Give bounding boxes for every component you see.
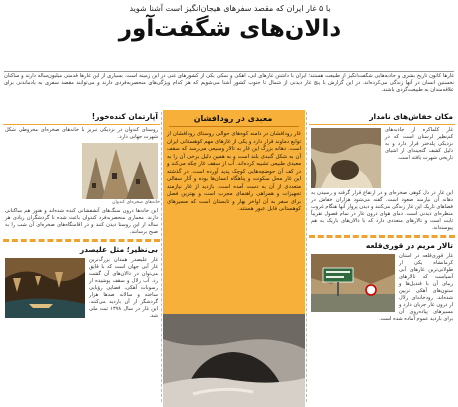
abr-body-2: این خانه‌ها درون سنگ‌های آتشفشانی کنده شده‌اند و هنوز هم ساکنانی دارند. معماری منحصربه‌فرد کندوان باعث شده تا گردشگران زیادی هر ساله از این روستا دیدن کنند و در اقامتگاه‌های صخره‌ای آن شب را به صبح برسانند. <box>5 208 158 235</box>
alisadr-photo <box>5 258 85 318</box>
header-rule <box>4 71 454 72</box>
mysterious-body-2: این غار در دل کوهی صخره‌ای و در ارتفاع قرار گرفته و رسیدن به دهانه آن نیازمند صعود است. گفته می‌شود هزاران خفاش در فضاهای تاریک این غار زندگی می‌کنند و دیدن پرواز آنها هنگام غروب منظره‌ای دیدنی است. دمای هوای درون غار در تمام فصول تقریباً ثابت است و تالارهای متعددی دارد که با دالان‌های باریک به هم پیوسته‌اند. <box>311 190 453 231</box>
kandovan-photo <box>82 143 158 199</box>
section-rule <box>169 126 299 127</box>
column-left <box>3 110 160 407</box>
alisadr-body: غار علیصدر همدان بزرگ‌ترین غار آبی جهان است که با قایق می‌توان در دالان‌های آن گشت زد. آب زلال و سقف پوشیده از رسوبات آهکی، فضایی رؤیایی ساخته و سالانه صدها هزار گردشگر از آن بازدید می‌کنند. این غار در سال ۱۳۷۸ ثبت ملی شد. <box>89 257 158 319</box>
section-title-temple: معبدی در رودافشان <box>193 114 273 123</box>
qoori-qaleh-photo <box>311 254 395 312</box>
section-rule <box>309 124 455 125</box>
supertitle: با ۵ غار ایران که مقصد سفرهای هیجان‌انگیز است آشنا شوید <box>129 4 331 13</box>
section-dashed-divider <box>3 239 160 242</box>
mysterious-body-1: غار کلماکره از جاذبه‌های کم‌نظیر لرستان است که در نزدیکی پلدختر قرار دارد و به دلیل کشف گنجینه‌ای از اشیای تاریخی شهرت یافته است. <box>385 127 453 161</box>
temple-body: غار رودافشان در دامنه کوه‌های حوالی روستای رودافشان از توابع دماوند قرار دارد و یکی از غارهای مهم کوهستانی ایران است. دهانه بزرگ این غار به تالار وسیعی می‌رسد که سقف آن به شکل گنبدی بلند است و به همین دلیل برخی آن را به معبدی طبیعی تشبیه کرده‌اند. آب از سقف غار چکه می‌کند و در کف آن حوضچه‌هایی کوچک پدید آورده است. در گذشته این غار محل سکونت و پناهگاه انسان‌ها بوده و آثار سفالی متعددی از آن به دست آمده است. بازدید از غار نیازمند تجهیزات و همراهی راهنمای مجرب است و بهترین فصل برای سفر به آن اواخر بهار و تابستان است که مسیرهای کوهستانی قابل عبور هستند. <box>167 131 301 212</box>
maryam-body: غار قوری‌قلعه در استان کرمانشاه یکی از طولانی‌ترین غارهای آبی آسیاست که تالارهای زیبای آن با قندیل‌ها و ستون‌های آهکی تزیین شده‌اند. رودخانه‌ای زلال از درون غار جریان دارد و مسیرهای پیاده‌روی آن برای بازدید عموم آماده شده است. <box>379 253 453 322</box>
lead-paragraph: غارها کانون تاریخ بشری و جاذبه‌هایی شگفت‌انگیز از طبیعت هستند؛ ایران با داشتن غارهای آبی، آهکی و نمکی یکی از کشورهای غنی در این زمینه است. بسیاری از این غارها قدمتی میلیون‌ساله دارند و ساکنان نخستین انسان در آنها زندگی می‌کرده‌اند. در این گزارش با پنج غار دیدنی از شمال تا جنوب کشور آشنا می‌شویم که هر کدام ویژگی‌های منحصربه‌فردی دارند و می‌توانند مقصد سفری به یادماندنی برای علاقه‌مندان به طبیعت‌گردی باشند. <box>4 73 454 94</box>
section-title-mysterious: مکان خفاش‌های نامدار <box>369 112 453 121</box>
headline: دالان‌های شگفت‌آور <box>118 16 342 42</box>
bat-cave-photo <box>311 128 381 188</box>
column-divider <box>161 112 162 402</box>
section-title-alisadr: بی‌نظیر؛ مثل علیصدر <box>79 245 158 254</box>
abr-body-1: روستای کندوان در نزدیکی تبریز با خانه‌های صخره‌ای مخروطی شکل شهرت جهانی دارد. <box>5 127 158 140</box>
section-rule <box>3 124 160 125</box>
rudafshan-cave-photo <box>163 314 305 407</box>
column-divider <box>306 112 307 402</box>
column-middle <box>163 110 305 407</box>
section-title-maryam: تالار مریم در قوری‌قلعه <box>365 241 453 250</box>
section-title-abr: آپارتمان کنده‌خور! <box>91 112 158 121</box>
kandovan-caption: خانه‌های صخره‌ای کندوان <box>112 200 160 205</box>
section-dashed-divider <box>309 235 455 238</box>
column-right <box>309 110 455 407</box>
